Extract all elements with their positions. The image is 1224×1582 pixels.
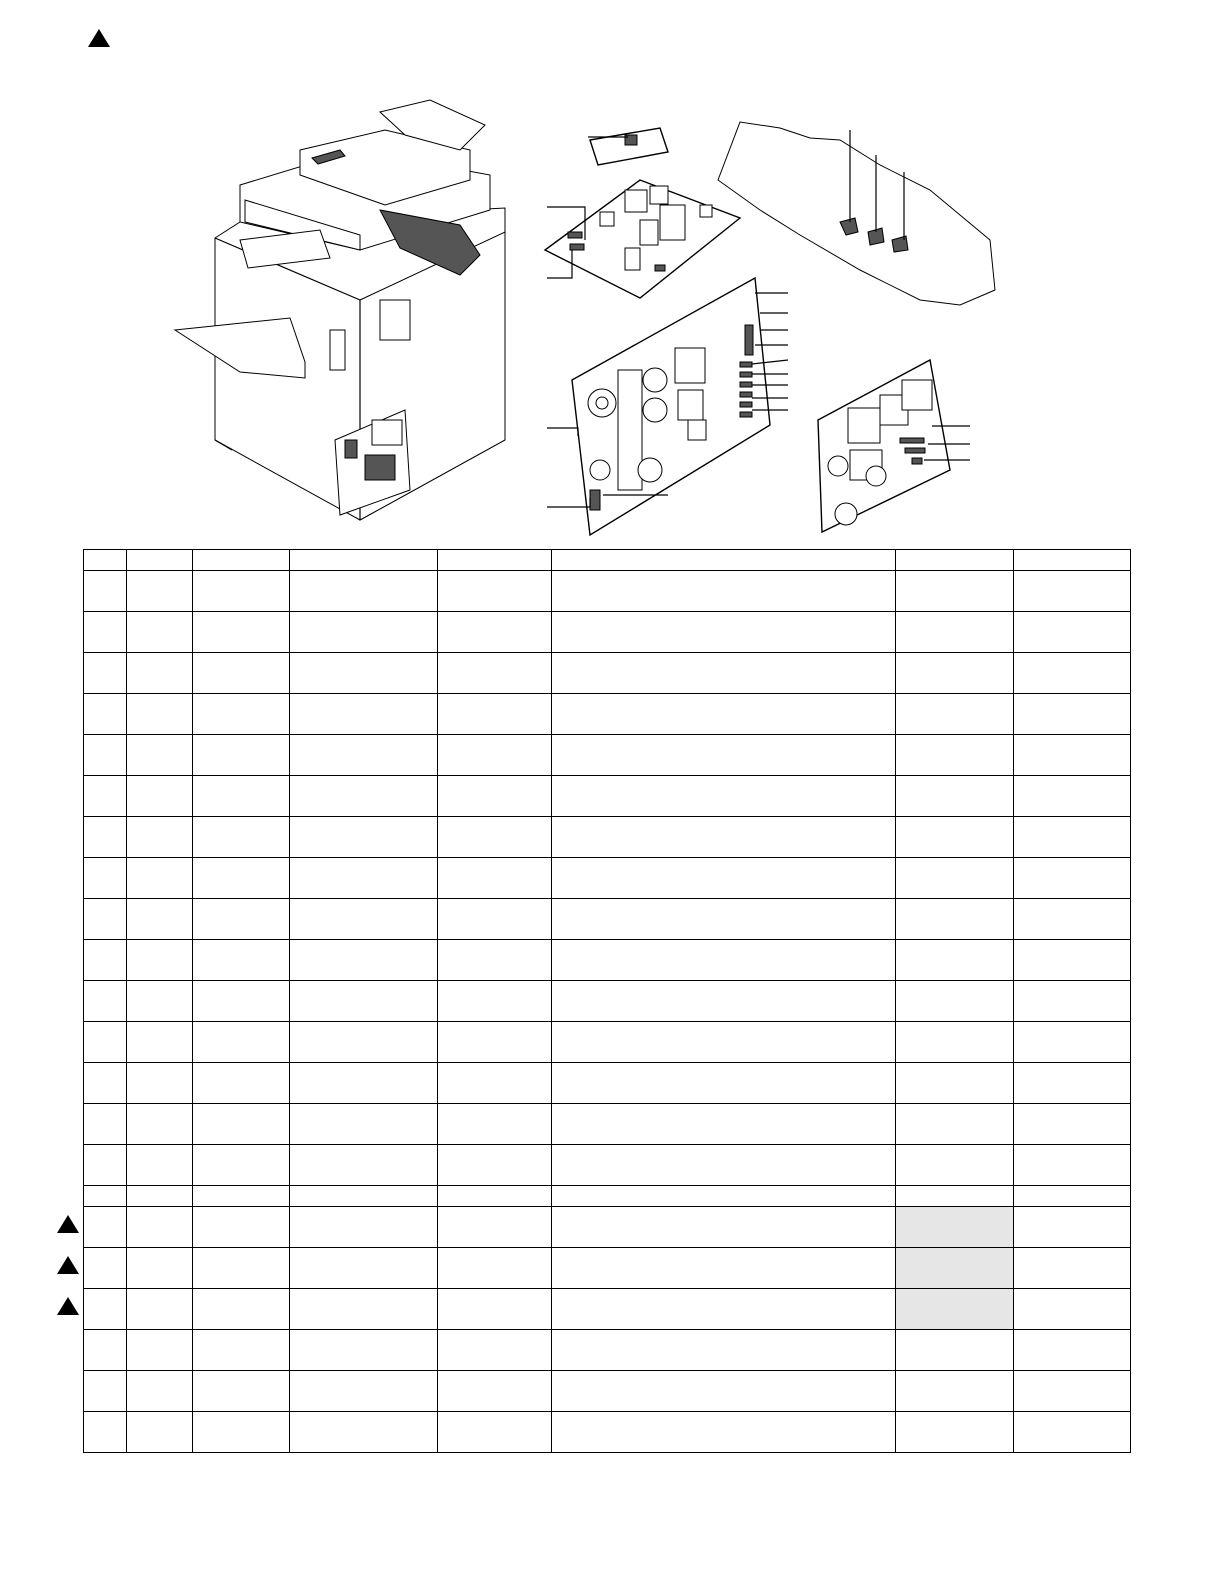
table-cell [1014, 1248, 1131, 1289]
table-header-row [84, 550, 1131, 571]
table-cell [896, 940, 1014, 981]
header-cell [896, 550, 1014, 571]
table-cell [1014, 735, 1131, 776]
table-row [84, 981, 1131, 1022]
table-cell [896, 1063, 1014, 1104]
power-supply-pcb [545, 180, 740, 298]
table-cell [438, 694, 552, 735]
table-cell [127, 1371, 193, 1412]
copier-main-unit [175, 100, 505, 520]
table-cell [84, 981, 127, 1022]
table-cell [290, 1022, 438, 1063]
table-cell [896, 1412, 1014, 1453]
table-row [84, 735, 1131, 776]
table-cell [127, 1145, 193, 1186]
table-cell [290, 981, 438, 1022]
table-cell [896, 1371, 1014, 1412]
table-cell [290, 1330, 438, 1371]
table-row [84, 858, 1131, 899]
table-cell [290, 940, 438, 981]
table-cell [290, 1248, 438, 1289]
table-cell [552, 612, 896, 653]
table-cell [127, 858, 193, 899]
table-cell [84, 1371, 127, 1412]
table-cell [1014, 858, 1131, 899]
table-cell [1014, 1412, 1131, 1453]
table-cell [896, 1104, 1014, 1145]
header-cell [84, 550, 127, 571]
table-cell [438, 940, 552, 981]
table-cell [896, 694, 1014, 735]
table-cell [438, 1207, 552, 1248]
table-cell [438, 1063, 552, 1104]
table-cell [438, 735, 552, 776]
table-cell [290, 1207, 438, 1248]
table-cell [127, 694, 193, 735]
table-cell [127, 612, 193, 653]
table-cell [127, 735, 193, 776]
table-cell [1014, 1063, 1131, 1104]
table-cell [552, 1063, 896, 1104]
table-cell [84, 1248, 127, 1289]
table-cell [193, 817, 290, 858]
table-cell [438, 858, 552, 899]
table-cell [896, 858, 1014, 899]
table-cell [193, 1371, 290, 1412]
table-cell [84, 571, 127, 612]
table-cell [290, 694, 438, 735]
ac-pcb [818, 360, 970, 532]
table-cell [1014, 653, 1131, 694]
table-cell [193, 899, 290, 940]
table-cell [552, 1330, 896, 1371]
table-cell [438, 1330, 552, 1371]
table-cell [552, 1022, 896, 1063]
table-cell [84, 899, 127, 940]
table-cell [552, 694, 896, 735]
table-cell [193, 981, 290, 1022]
table-cell [193, 1330, 290, 1371]
table-cell [552, 776, 896, 817]
table-cell [290, 1186, 438, 1207]
table-row [84, 1330, 1131, 1371]
table-cell [896, 571, 1014, 612]
sensor-bracket [718, 122, 995, 305]
table-cell [438, 1104, 552, 1145]
table-cell [1014, 1022, 1131, 1063]
table-cell [290, 1104, 438, 1145]
table-cell [193, 776, 290, 817]
table-cell [290, 1371, 438, 1412]
table-cell [127, 940, 193, 981]
table-cell [193, 735, 290, 776]
table-cell [896, 1022, 1014, 1063]
table-row [84, 940, 1131, 981]
table-cell [438, 1371, 552, 1412]
table-cell [1014, 1145, 1131, 1186]
table-row [84, 1412, 1131, 1453]
header-cell [193, 550, 290, 571]
table-cell [552, 1412, 896, 1453]
table-cell [552, 817, 896, 858]
table-cell [290, 1145, 438, 1186]
header-cell [552, 550, 896, 571]
table-cell [896, 1330, 1014, 1371]
table-cell [896, 981, 1014, 1022]
table-cell [438, 981, 552, 1022]
table-cell [193, 1289, 290, 1330]
table-cell [1014, 817, 1131, 858]
table-cell [84, 1063, 127, 1104]
table-cell [1014, 981, 1131, 1022]
table-cell [127, 1186, 193, 1207]
table-row [84, 1145, 1131, 1186]
table-cell [290, 817, 438, 858]
parts-table [83, 549, 1131, 1453]
table-cell [84, 1412, 127, 1453]
table-cell [1014, 776, 1131, 817]
table-cell [84, 776, 127, 817]
table-cell [193, 694, 290, 735]
table-cell [1014, 1289, 1131, 1330]
table-cell [896, 612, 1014, 653]
table-cell [1014, 1330, 1131, 1371]
table-cell [290, 1063, 438, 1104]
table-cell [84, 612, 127, 653]
table-cell [193, 858, 290, 899]
table-cell [127, 1248, 193, 1289]
table-cell [552, 1207, 896, 1248]
table-cell [290, 1289, 438, 1330]
table-row [84, 1104, 1131, 1145]
table-row [84, 899, 1131, 940]
table-cell [84, 1330, 127, 1371]
operation-pcb [588, 128, 668, 165]
table-cell [552, 571, 896, 612]
table-cell [127, 1022, 193, 1063]
table-cell [127, 1412, 193, 1453]
table-cell [290, 612, 438, 653]
table-cell [552, 1371, 896, 1412]
table-cell [193, 1412, 290, 1453]
table-cell [552, 899, 896, 940]
table-cell [1014, 612, 1131, 653]
table-cell [290, 571, 438, 612]
table-row [84, 776, 1131, 817]
table-cell [193, 1248, 290, 1289]
revision-triangle-icon [57, 1256, 79, 1274]
table-cell [896, 1145, 1014, 1186]
table-cell [127, 1289, 193, 1330]
table-cell [127, 1063, 193, 1104]
table-row [84, 1207, 1131, 1248]
table-cell [84, 694, 127, 735]
table-row [84, 1063, 1131, 1104]
table-cell [896, 776, 1014, 817]
table-cell [84, 735, 127, 776]
table-row [84, 612, 1131, 653]
table-cell [84, 817, 127, 858]
table-cell [193, 612, 290, 653]
header-cell [127, 550, 193, 571]
parts-illustration [0, 0, 1224, 545]
table-cell [438, 1248, 552, 1289]
table-cell [84, 858, 127, 899]
table-cell [193, 1145, 290, 1186]
table-cell [193, 940, 290, 981]
table-cell [552, 1289, 896, 1330]
table-cell [438, 1186, 552, 1207]
table-cell [127, 981, 193, 1022]
table-cell [896, 1248, 1014, 1289]
table-cell [438, 1289, 552, 1330]
table-cell [438, 1145, 552, 1186]
table-cell [1014, 1104, 1131, 1145]
table-cell [127, 1207, 193, 1248]
table-cell [896, 653, 1014, 694]
header-cell [1014, 550, 1131, 571]
table-cell [552, 1248, 896, 1289]
table-row [84, 1186, 1131, 1207]
table-cell [84, 1186, 127, 1207]
table-cell [193, 1207, 290, 1248]
table-cell [1014, 899, 1131, 940]
table-cell [127, 776, 193, 817]
table-cell [84, 1145, 127, 1186]
table-cell [127, 1104, 193, 1145]
table-cell [84, 653, 127, 694]
table-cell [552, 735, 896, 776]
table-cell [193, 1186, 290, 1207]
table-cell [290, 653, 438, 694]
parts-table-body [84, 550, 1131, 1453]
table-row [84, 1289, 1131, 1330]
table-cell [552, 940, 896, 981]
table-cell [193, 571, 290, 612]
table-cell [193, 1063, 290, 1104]
table-row [84, 1248, 1131, 1289]
table-cell [290, 899, 438, 940]
table-cell [127, 571, 193, 612]
header-cell [438, 550, 552, 571]
table-row [84, 1371, 1131, 1412]
table-cell [84, 1289, 127, 1330]
table-row [84, 694, 1131, 735]
table-cell [84, 1207, 127, 1248]
table-cell [127, 817, 193, 858]
table-cell [896, 1186, 1014, 1207]
table-cell [1014, 1207, 1131, 1248]
table-row [84, 817, 1131, 858]
table-cell [193, 1104, 290, 1145]
table-cell [84, 940, 127, 981]
table-cell [1014, 694, 1131, 735]
table-cell [193, 653, 290, 694]
revision-triangle-icon [57, 1297, 79, 1315]
table-cell [438, 817, 552, 858]
table-cell [1014, 940, 1131, 981]
table-cell [896, 817, 1014, 858]
revision-triangle-icon [57, 1215, 79, 1233]
table-cell [290, 858, 438, 899]
table-cell [290, 1412, 438, 1453]
table-cell [438, 1412, 552, 1453]
table-cell [127, 899, 193, 940]
table-row [84, 653, 1131, 694]
table-cell [438, 899, 552, 940]
header-cell [290, 550, 438, 571]
table-cell [1014, 1371, 1131, 1412]
table-cell [127, 1330, 193, 1371]
table-cell [438, 776, 552, 817]
table-cell [438, 1022, 552, 1063]
table-cell [896, 735, 1014, 776]
table-cell [438, 612, 552, 653]
table-cell [552, 1186, 896, 1207]
table-cell [290, 735, 438, 776]
table-cell [290, 776, 438, 817]
table-cell [552, 858, 896, 899]
table-row [84, 1022, 1131, 1063]
table-cell [552, 981, 896, 1022]
table-cell [896, 899, 1014, 940]
table-cell [438, 571, 552, 612]
table-cell [1014, 1186, 1131, 1207]
table-cell [127, 653, 193, 694]
table-cell [84, 1104, 127, 1145]
table-row [84, 571, 1131, 612]
table-cell [896, 1207, 1014, 1248]
table-cell [896, 1289, 1014, 1330]
table-cell [552, 1145, 896, 1186]
table-cell [552, 653, 896, 694]
high-voltage-pcb [547, 278, 788, 535]
table-cell [1014, 571, 1131, 612]
table-cell [84, 1022, 127, 1063]
table-cell [438, 653, 552, 694]
table-cell [193, 1022, 290, 1063]
table-cell [552, 1104, 896, 1145]
